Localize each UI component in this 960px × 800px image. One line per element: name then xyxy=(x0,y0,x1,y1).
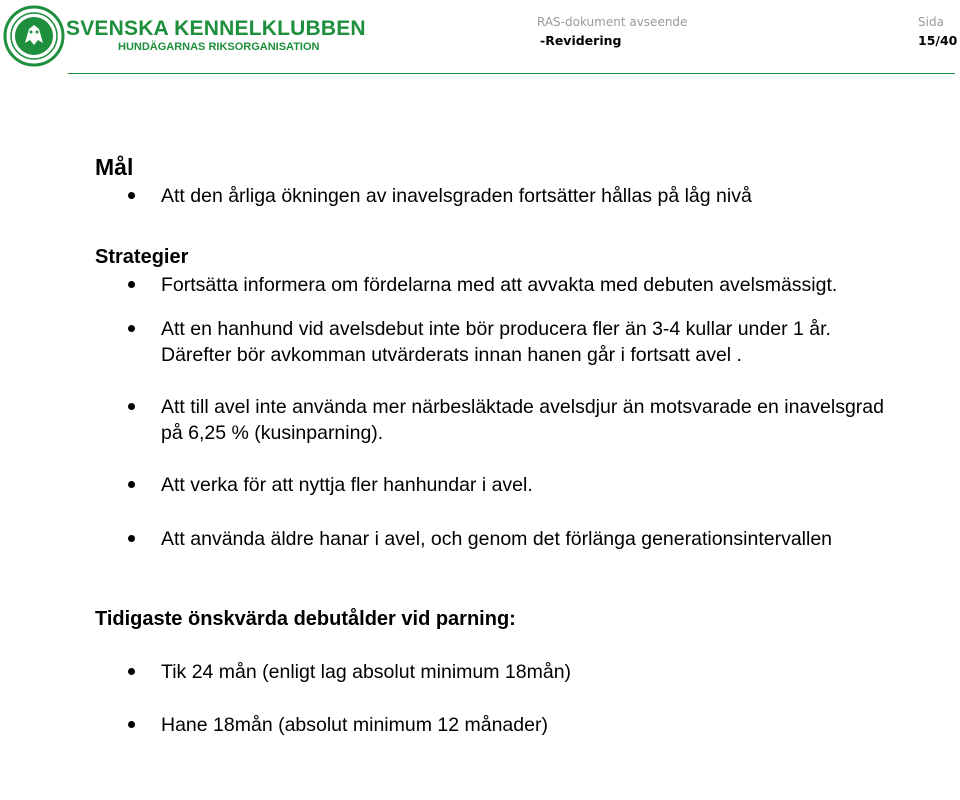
list-item-text: Fortsätta informera om fördelarna med att avvakta med debuten avelsmässigt. xyxy=(161,274,838,296)
strategies-heading: Strategier xyxy=(95,246,189,268)
kennel-club-seal-icon xyxy=(3,5,65,67)
list-item-text: Att använda äldre hanar i avel, och genom det förlänga generationsintervallen xyxy=(161,528,833,550)
bullet-icon xyxy=(128,192,135,199)
document-body xyxy=(95,150,895,738)
list-item-text: Tik 24 mån (enligt lag absolut minimum 18mån) xyxy=(161,661,572,683)
list-item xyxy=(95,183,895,209)
list-item xyxy=(95,712,895,738)
organization-name: SVENSKA KENNELKLUBBEN xyxy=(66,17,366,40)
list-item xyxy=(95,316,895,368)
page-label: Sida xyxy=(918,15,944,29)
document-type: RAS-dokument avseende xyxy=(537,15,688,29)
bullet-icon xyxy=(128,721,135,728)
strategies-list xyxy=(95,272,895,552)
list-item-text: Hane 18mån (absolut minimum 12 månader) xyxy=(161,714,548,736)
organization-subtitle: HUNDÄGARNAS RIKSORGANISATION xyxy=(118,41,320,53)
goal-list xyxy=(95,183,895,209)
bullet-icon xyxy=(128,481,135,488)
bullet-icon xyxy=(128,325,135,332)
goal-heading: Mål xyxy=(95,154,134,180)
document-revision: -Revidering xyxy=(540,33,622,48)
header-divider xyxy=(68,73,955,74)
list-item xyxy=(95,526,895,552)
page-number: 15/40 xyxy=(918,33,958,48)
list-item-text: Att den årliga ökningen av inavelsgraden fortsätter hållas på låg nivå xyxy=(161,185,752,207)
list-item-text: Att en hanhund vid avelsdebut inte bör producera fler än 3-4 kullar under 1 år. Därefter bör avkomman utvärderats innan hanen går i fortsatt avel . xyxy=(161,318,831,366)
bullet-icon xyxy=(128,535,135,542)
list-item xyxy=(95,272,895,298)
list-item xyxy=(95,472,895,498)
debut-age-heading: Tidigaste önskvärda debutålder vid parning: xyxy=(95,608,516,630)
bullet-icon xyxy=(128,668,135,675)
list-item-text: Att verka för att nyttja fler hanhundar i avel. xyxy=(161,474,533,496)
list-item-text: Att till avel inte använda mer närbesläktade avelsdjur än motsvarade en inavelsgrad på 6,25 % (kusinparning). xyxy=(161,396,884,444)
list-item xyxy=(95,659,895,685)
debut-age-list xyxy=(95,659,895,738)
bullet-icon xyxy=(128,281,135,288)
list-item xyxy=(95,394,895,446)
page-header xyxy=(0,0,960,76)
bullet-icon xyxy=(128,403,135,410)
